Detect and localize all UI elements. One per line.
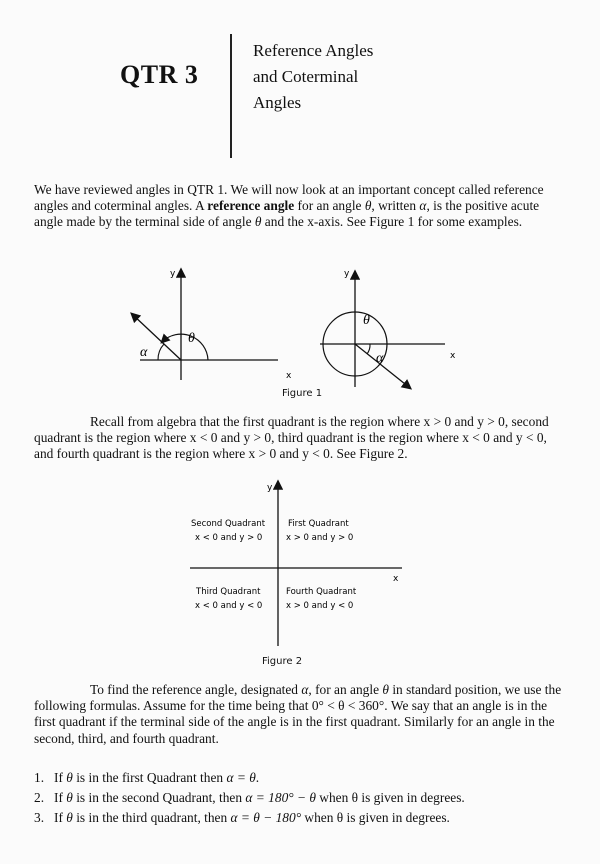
section-title	[253, 38, 373, 116]
para1-text-5: and the x-axis. See Figure 1 for some examples.	[261, 214, 523, 230]
rule-number: 2.	[34, 790, 45, 805]
section-title-line-3: Angles	[253, 93, 302, 112]
rule-text: is in the third quadrant, then	[72, 810, 231, 825]
section-title-line-2: and Coterminal	[253, 67, 359, 86]
figure-1-caption: Figure 1	[282, 388, 323, 399]
theta-symbol: θ	[382, 682, 389, 697]
rule-text: If	[54, 790, 67, 805]
y-axis-label: y	[170, 269, 176, 279]
alpha-symbol: α	[301, 682, 309, 697]
rule-text: .	[255, 770, 260, 785]
rule-formula: α = 180° − θ	[245, 790, 316, 805]
fourth-quadrant-condition: x > 0 and y < 0	[286, 601, 354, 611]
x-axis-label: x	[393, 574, 399, 584]
section-title-line-1: Reference Angles	[253, 41, 374, 60]
third-quadrant-title: Third Quadrant	[196, 587, 261, 597]
para1-text-1: We have reviewed angles in QTR 1. We will now look at an important concept called reference angles and coterminal angles. A	[34, 182, 544, 214]
quadrant-paragraph: Recall from algebra that the first quadrant is the region where x > 0 and y > 0, second quadrant is the region where x < 0 and y > 0, third quadrant is the region where x < 0 and y < 0, and fourth quadrant is the region where x > 0 and y < 0. See Figure 2.	[34, 414, 549, 462]
y-axis-label: y	[344, 269, 350, 279]
term-reference-angle: reference angle	[207, 198, 295, 214]
rule-text: If	[54, 810, 67, 825]
rule-formula: α = θ − 180°	[230, 810, 302, 825]
x-axis-label: x	[286, 371, 292, 381]
alpha-label: α	[140, 345, 148, 360]
theta-arc	[162, 334, 208, 360]
theta-symbol: θ	[66, 810, 73, 825]
figure-1-right-diagram	[320, 269, 456, 388]
second-quadrant-title: Second Quadrant	[191, 519, 266, 529]
first-quadrant-condition: x > 0 and y > 0	[286, 533, 354, 543]
fourth-quadrant-title: Fourth Quadrant	[286, 587, 357, 597]
intro-paragraph	[34, 182, 568, 231]
method-paragraph	[34, 682, 568, 747]
first-quadrant-title: First Quadrant	[288, 519, 349, 529]
theta-symbol: θ	[66, 770, 73, 785]
header-divider	[230, 34, 232, 158]
rule-text: If	[54, 770, 67, 785]
y-axis-label: y	[267, 483, 273, 493]
figure-2	[180, 478, 420, 653]
para3-text-3: in standard position, we use the following formulas. Assume for the time being that	[34, 682, 562, 714]
rule-number: 1.	[34, 770, 45, 785]
rule-text: when θ is given in degrees.	[315, 790, 465, 805]
alpha-label: α	[376, 351, 384, 366]
para1-text-2: for an angle	[294, 198, 365, 214]
second-quadrant-condition: x < 0 and y > 0	[195, 533, 263, 543]
section-code: QTR 3	[120, 60, 199, 89]
rule-text: when θ is given in degrees.	[301, 810, 450, 825]
reference-angle-rules	[34, 768, 574, 828]
rule-text: is in the second Quadrant, then	[72, 790, 246, 805]
theta-label: θ	[188, 331, 195, 346]
para3-text-1: To find the reference angle, designated	[90, 682, 302, 697]
rule-item	[34, 768, 574, 788]
rule-number: 3.	[34, 810, 45, 825]
rule-item	[34, 788, 574, 808]
para3-text-4: . We say that an angle is in the first quadrant if the terminal side of the angle is in the first quadrant. Similarly for an angle in the second, third, and fourth quadrant.	[34, 698, 555, 746]
angle-range: 0° < θ < 360°	[311, 698, 385, 714]
figure-1-left-diagram	[132, 269, 292, 381]
theta-label: θ	[363, 313, 370, 328]
alpha-arc	[367, 344, 370, 354]
third-quadrant-condition: x < 0 and y < 0	[195, 601, 263, 611]
theta-symbol: θ	[254, 214, 262, 230]
figure-2-caption: Figure 2	[262, 656, 303, 667]
para1-text-3: , written	[371, 198, 420, 214]
rule-item	[34, 808, 574, 828]
x-axis-label: x	[450, 351, 456, 361]
alpha-symbol: α	[419, 198, 427, 214]
theta-symbol: θ	[66, 790, 73, 805]
figure-1	[110, 262, 490, 402]
para3-text-2: , for an angle	[308, 682, 383, 697]
theta-symbol: θ	[364, 198, 372, 214]
rule-text: is in the first Quadrant then	[72, 770, 227, 785]
para1-text-4: , is the positive acute angle made by the terminal side of angle	[34, 198, 540, 230]
rule-formula: α = θ	[226, 770, 256, 785]
alpha-arc	[158, 344, 164, 360]
